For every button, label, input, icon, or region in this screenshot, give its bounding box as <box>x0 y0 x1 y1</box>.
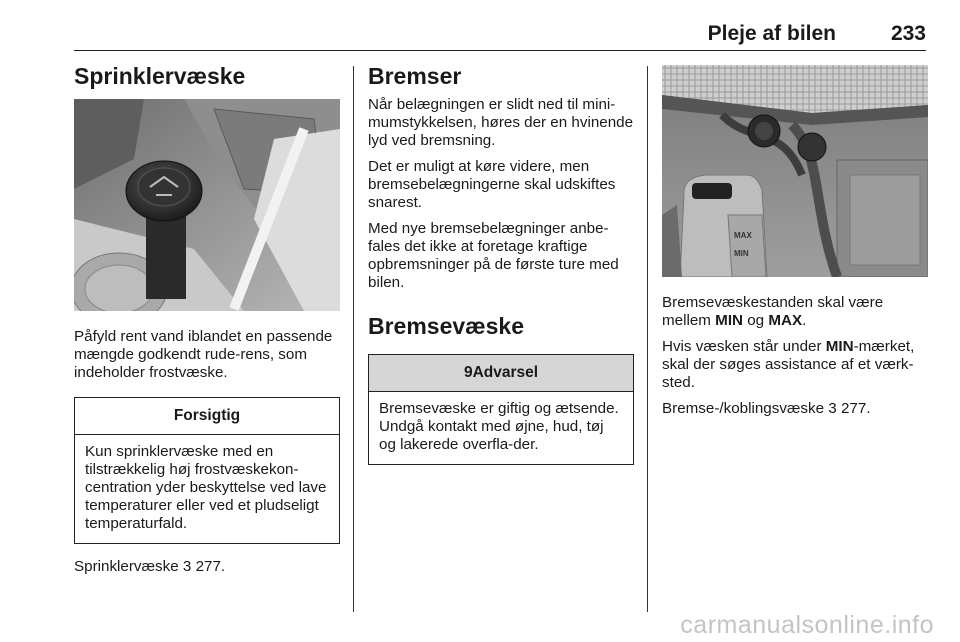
warning-header <box>369 355 633 392</box>
warning-icon: 9 <box>463 364 473 381</box>
low-text-part: Hvis væsken står under <box>662 338 826 355</box>
warning-text: Bremsevæske er giftig og ætsende. Undgå kontakt med øjne, hud, tøj og lakerede overfla-der. <box>379 400 619 453</box>
reservoir-min-mark: MIN <box>734 249 749 258</box>
warning-body <box>369 392 633 464</box>
cross-reference[interactable] <box>74 558 340 576</box>
caution-body <box>75 435 339 543</box>
caution-box <box>74 397 340 544</box>
level-text-part: . <box>802 312 807 329</box>
heading-brake-fluid: Bremsevæske <box>368 313 525 339</box>
brake-reservoir-illustration <box>662 65 928 277</box>
cross-reference-label: Sprinklervæske <box>74 558 179 575</box>
page-ref-arrow-icon: 3 <box>828 400 837 417</box>
warning-box <box>368 354 634 465</box>
washer-fluid-photo <box>74 99 340 311</box>
brake-fluid-photo <box>662 65 928 277</box>
heading-brakes: Bremser <box>368 63 462 89</box>
low-text-part: -mærket, skal der søges assistance af et værk-sted. <box>662 338 915 391</box>
watermark: carmanualsonline.info <box>680 611 934 639</box>
brakes-para-1: Når belægningen er slidt ned til mini-mumstykkelsen, høres der en hvinende lyd ved bremsning. <box>368 96 634 149</box>
brakes-para-2: Det er muligt at køre videre, men bremsebelægningerne skal udskiftes snarest. <box>368 158 616 211</box>
reservoir-max-mark: MAX <box>734 231 752 240</box>
column-divider <box>647 66 648 612</box>
column-brake-fluid <box>662 62 928 418</box>
max-label: MAX <box>768 312 803 329</box>
page-header <box>74 0 926 51</box>
brake-fluid-low-text <box>662 338 928 392</box>
brakes-para-3: Med nye bremsebelægninger anbe-fales det ikke at foretage kraftige opbremsninger på de første ture med bilen. <box>368 220 619 291</box>
warning-title: Advarsel <box>472 364 539 381</box>
brake-fluid-level-text <box>662 294 928 330</box>
washer-fill-instructions: Påfyld rent vand iblandet en passende mængde godkendt rude-rens, som indeholder frostvæske. <box>74 328 333 381</box>
heading-washer-fluid: Sprinklervæske <box>74 63 246 89</box>
section-title: Pleje af bilen <box>707 22 836 45</box>
cross-reference[interactable] <box>662 400 928 418</box>
column-washer-fluid <box>74 62 340 576</box>
level-text-part: Bremsevæskestanden skal være mellem <box>662 294 884 329</box>
page-ref-arrow-icon: 3 <box>182 558 192 575</box>
washer-reservoir-illustration <box>74 99 340 311</box>
level-text-part: og <box>743 312 769 329</box>
caution-text: Kun sprinklervæske med en tilstrækkelig høj frostvæskekon-centration yder beskyttelse ved lave temperaturer eller ved et pludseligt temperaturfald. <box>85 443 327 532</box>
column-brakes <box>368 62 634 465</box>
caution-title: Forsigtig <box>75 398 339 435</box>
min-label: MIN <box>715 312 744 329</box>
min-label: MIN <box>825 338 854 355</box>
cross-reference-page: 277. <box>840 400 871 417</box>
cross-reference-label: Bremse-/koblingsvæske <box>662 400 825 417</box>
column-divider <box>353 66 354 612</box>
cross-reference-page: 277. <box>195 558 226 575</box>
page-number: 233 <box>890 22 926 45</box>
